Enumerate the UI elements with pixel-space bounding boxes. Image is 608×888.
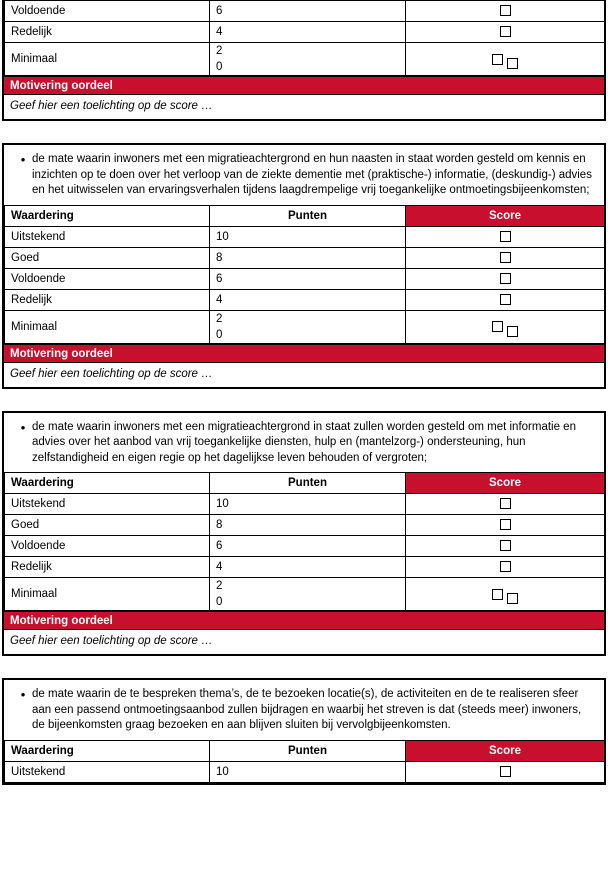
points-secondary: 0 [216, 61, 223, 73]
score-cell[interactable] [406, 226, 605, 247]
block-spacer [0, 121, 608, 143]
score-cell[interactable] [406, 515, 605, 536]
checkbox-icon[interactable] [507, 593, 518, 604]
points-secondary: 0 [216, 596, 223, 608]
score-cell[interactable] [406, 22, 605, 43]
score-table [4, 205, 605, 344]
column-header-score: Score [406, 205, 605, 226]
rating-points: 8 [210, 247, 406, 268]
score-block-migratieachtergrond-naasten [2, 143, 606, 389]
checkbox-icon[interactable] [500, 561, 511, 572]
rating-label: Uitstekend [5, 494, 210, 515]
checkbox-icon[interactable] [500, 26, 511, 37]
score-cell[interactable] [406, 578, 605, 611]
score-table [4, 740, 605, 783]
table-header-row [5, 205, 605, 226]
criterion-intro [4, 145, 604, 205]
bullet-icon: • [20, 419, 26, 435]
table-row [5, 247, 605, 268]
rating-label: Redelijk [5, 22, 210, 43]
checkbox-icon[interactable] [500, 231, 511, 242]
table-row [5, 494, 605, 515]
table-row [5, 43, 605, 76]
rating-label: Minimaal [5, 310, 210, 343]
motivering-text[interactable]: Geef hier een toelichting op de score … [10, 100, 213, 112]
motivering-text[interactable]: Geef hier een toelichting op de score … [10, 367, 213, 380]
column-header-score: Score [406, 473, 605, 494]
rating-label: Goed [5, 515, 210, 536]
column-header-punten: Punten [210, 473, 406, 494]
checkbox-icon[interactable] [492, 589, 503, 600]
score-cell[interactable] [406, 247, 605, 268]
rating-points: 6 [210, 536, 406, 557]
checkbox-icon[interactable] [500, 252, 511, 263]
rating-points: 10 [210, 761, 406, 782]
column-header-punten: Punten [210, 205, 406, 226]
rating-label: Redelijk [5, 557, 210, 578]
motivering-header: Motivering oordeel [4, 344, 604, 363]
table-row [5, 268, 605, 289]
rating-label: Redelijk [5, 289, 210, 310]
table-row [5, 761, 605, 782]
column-header-score: Score [406, 740, 605, 761]
points-secondary: 0 [216, 328, 223, 341]
rating-label: Voldoende [5, 268, 210, 289]
rating-label: Minimaal [5, 578, 210, 611]
rating-label: Voldoende [5, 536, 210, 557]
motivering-header: Motivering oordeel [4, 611, 604, 630]
checkbox-icon[interactable] [500, 766, 511, 777]
rating-points: 4 [210, 289, 406, 310]
table-row [5, 578, 605, 611]
score-block-zelfstandigheid-eigen-regie [2, 411, 606, 657]
table-row [5, 515, 605, 536]
table-header-row [5, 473, 605, 494]
criterion-intro [4, 680, 604, 740]
score-cell[interactable] [406, 536, 605, 557]
table-row [5, 310, 605, 343]
criterion-text: de mate waarin inwoners met een migratieachtergrond in staat zullen worden gesteld om met informatie en advies over het aanbod van vrij toegankelijke diensten, hulp en (mantelzorg-) ondersteuning, hun zelfstandigheid en eigen regie op het dagelijkse leven behouden of vergroten; [32, 420, 576, 464]
checkbox-icon[interactable] [507, 326, 518, 337]
rating-points [210, 578, 406, 611]
checkbox-icon[interactable] [500, 498, 511, 509]
table-row [5, 226, 605, 247]
rating-label: Uitstekend [5, 226, 210, 247]
rating-points: 6 [210, 1, 406, 22]
table-row [5, 536, 605, 557]
score-table [4, 472, 605, 611]
rating-label: Minimaal [5, 43, 210, 76]
score-cell[interactable] [406, 289, 605, 310]
rating-points: 10 [210, 226, 406, 247]
motivering-header: Motivering oordeel [4, 76, 604, 95]
criterion-intro [4, 413, 604, 473]
rating-points: 10 [210, 494, 406, 515]
bullet-icon: • [20, 687, 26, 702]
points-primary: 2 [216, 312, 223, 325]
checkbox-icon[interactable] [492, 321, 503, 332]
bullet-icon: • [20, 152, 26, 167]
score-cell[interactable] [406, 557, 605, 578]
checkbox-icon[interactable] [500, 540, 511, 551]
rating-points [210, 43, 406, 76]
rating-label: Voldoende [5, 1, 210, 22]
score-cell[interactable] [406, 494, 605, 515]
table-row [5, 289, 605, 310]
score-cell[interactable] [406, 43, 605, 76]
rating-points: 4 [210, 557, 406, 578]
rating-points: 6 [210, 268, 406, 289]
criterion-text: de mate waarin de te bespreken thema’s, de te bezoeken locatie(s), de activiteiten en de te realiseren sfeer aan een passend ontmoetingsaanbod zullen bijdragen en waarbij het streven is dat (steeds meer) inwoners, de bijeenkomsten graag bezoeken en aan blijven sluiten bij vervolgbijeenkomsten. [32, 688, 582, 731]
column-header-punten: Punten [210, 740, 406, 761]
score-table [4, 0, 605, 76]
rating-points: 8 [210, 515, 406, 536]
checkbox-icon[interactable] [500, 273, 511, 284]
checkbox-icon[interactable] [500, 519, 511, 530]
checkbox-icon[interactable] [500, 294, 511, 305]
score-cell[interactable] [406, 268, 605, 289]
block-spacer [0, 656, 608, 678]
table-header-row [5, 740, 605, 761]
table-row [5, 1, 605, 22]
motivering-text[interactable]: Geef hier een toelichting op de score … [10, 635, 213, 647]
checkbox-icon[interactable] [492, 54, 503, 65]
column-header-waardering: Waardering [5, 473, 210, 494]
rating-label: Uitstekend [5, 761, 210, 782]
score-cell[interactable] [406, 1, 605, 22]
checkbox-icon[interactable] [507, 58, 518, 69]
rating-points [210, 310, 406, 343]
checkbox-icon[interactable] [500, 5, 511, 16]
table-row [5, 22, 605, 43]
block-spacer [0, 389, 608, 411]
points-primary: 2 [216, 580, 223, 592]
table-row [5, 557, 605, 578]
score-block-themas-locaties-activiteiten [2, 678, 606, 785]
score-block-partial-top [2, 0, 606, 121]
rating-label: Goed [5, 247, 210, 268]
rating-points: 4 [210, 22, 406, 43]
score-cell[interactable] [406, 310, 605, 343]
criterion-text: de mate waarin inwoners met een migratieachtergrond en hun naasten in staat worden gesteld om kennis en inzichten op te doen over het verloop van de ziekte dementie met (praktische-) informatie, (deskundig-) advies en het uitwisselen van ervaringsverhalen tijdens laagdrempelige vrij toegankelijke ontmoetingsbijeenkomsten; [32, 153, 592, 196]
score-cell[interactable] [406, 761, 605, 782]
column-header-waardering: Waardering [5, 740, 210, 761]
column-header-waardering: Waardering [5, 205, 210, 226]
points-primary: 2 [216, 45, 223, 57]
